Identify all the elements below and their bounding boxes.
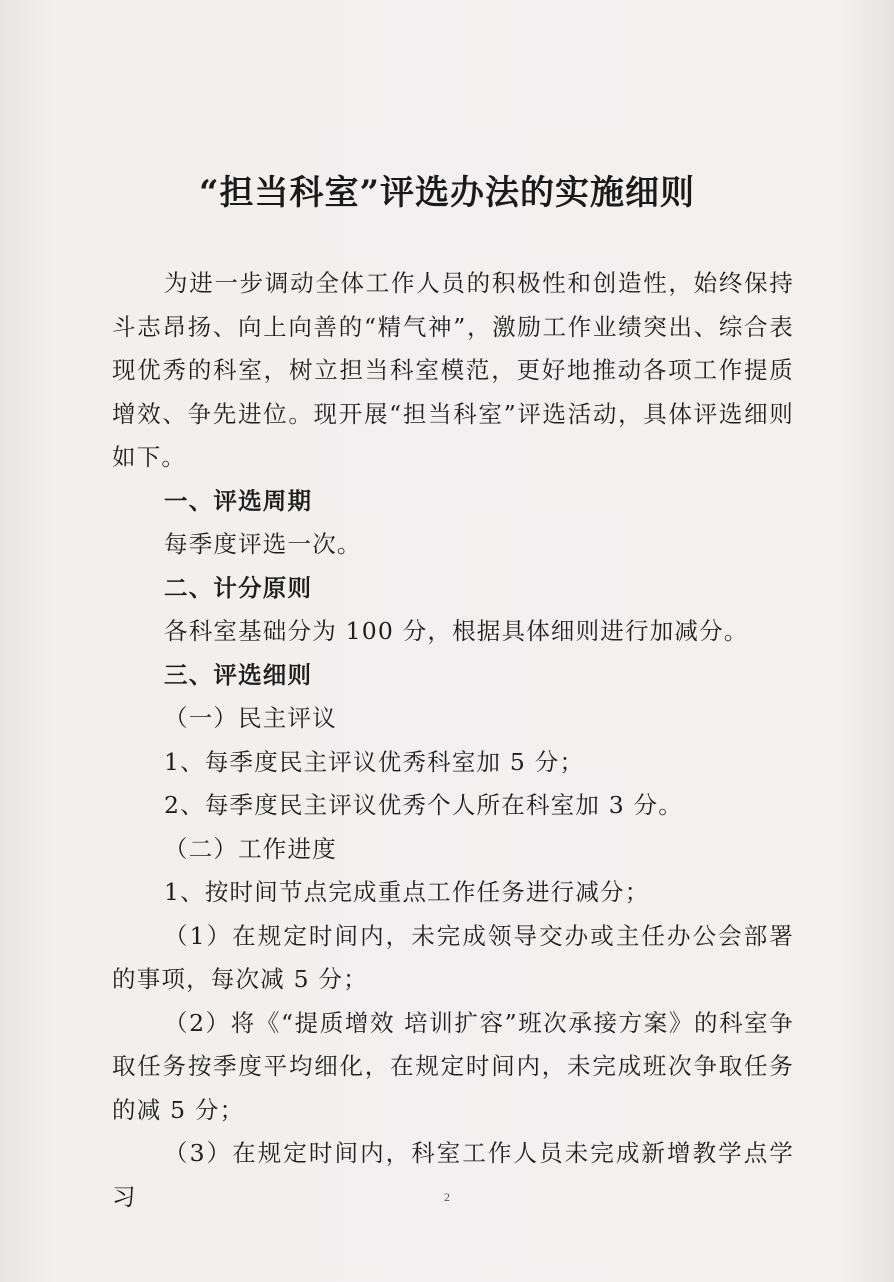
section-text-period: 每季度评选一次。 <box>164 530 362 558</box>
subsection-heading-progress: （二）工作进度 <box>164 834 337 863</box>
list-item: 2、每季度民主评议优秀个人所在科室加 3 分。 <box>164 791 683 819</box>
list-item: （1）在规定时间内，未完成领导交办或主任办公会部署的事项，每次减 5 分； <box>112 921 794 993</box>
list-item: 1、按时间节点完成重点工作任务进行减分； <box>164 878 650 906</box>
section-text-scoring: 各科室基础分为 100 分，根据具体细则进行加减分。 <box>164 617 749 645</box>
section-heading-period: 一、评选周期 <box>164 486 313 515</box>
document-title: “担当科室”评选办法的实施细则 <box>198 173 696 213</box>
subsection-heading-evaluation: （一）民主评议 <box>164 704 337 732</box>
document-body <box>112 262 794 1219</box>
section-heading-rules: 三、评选细则 <box>164 660 313 689</box>
section-heading-scoring: 二、计分原则 <box>164 573 313 602</box>
page-number: 2 <box>444 1190 450 1204</box>
list-item: （2）将《“提质增效 培训扩容”班次承接方案》的科室争取任务按季度平均细化，在规定时间内，未完成班次争取任务的减 5 分； <box>112 1008 794 1124</box>
list-item: 1、每季度民主评议优秀科室加 5 分； <box>164 747 585 776</box>
list-item: （3）在规定时间内，科室工作人员未完成新增教学点学习 <box>112 1139 794 1211</box>
intro-paragraph: 为进一步调动全体工作人员的积极性和创造性，始终保持斗志昂扬、向上向善的“精气神”，激励工作业绩突出、综合表现优秀的科室，树立担当科室模范，更好地推动各项工作提质增效、争先进位。现开展“担当科室”评选活动，具体评选细则如下。 <box>112 269 794 471</box>
